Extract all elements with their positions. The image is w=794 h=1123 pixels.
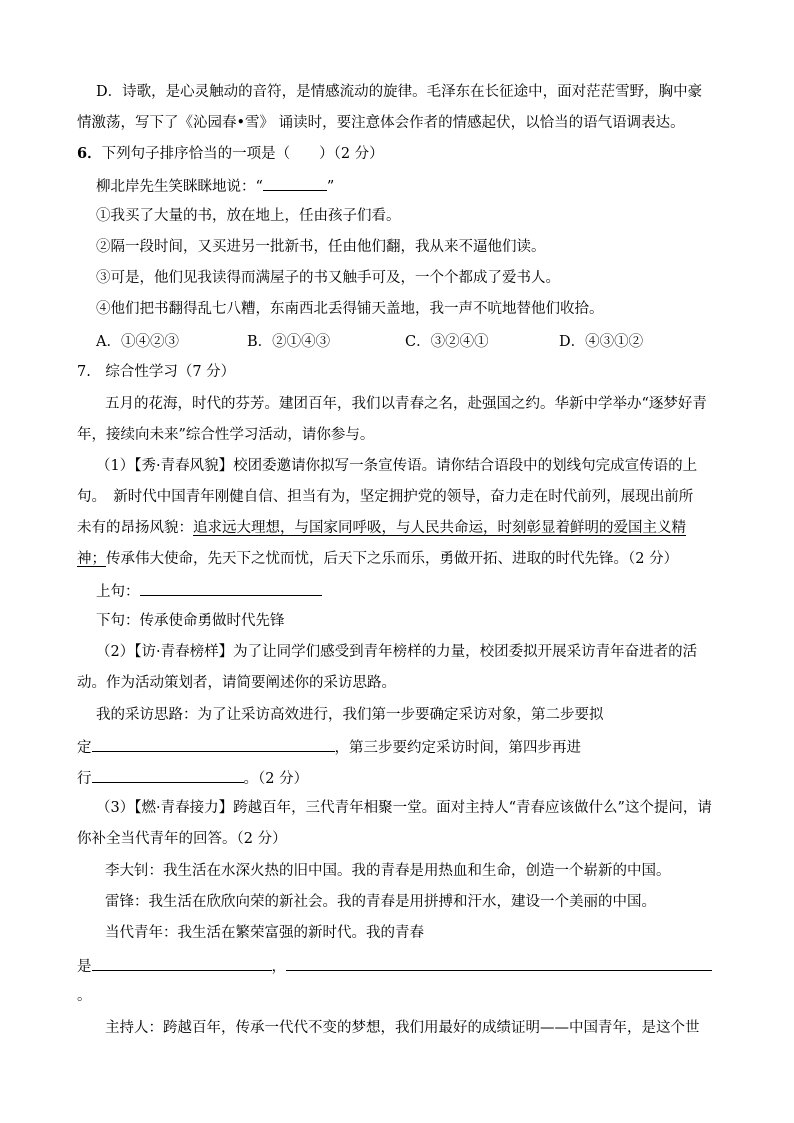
q6-option-b: B．②①④③ — [247, 334, 331, 350]
q7-part1-line1: （1）【秀·青春风貌】校团委邀请你拟写一条宣传语。请你结合语段中的划线句完成宣传语的上 — [96, 458, 698, 474]
q7-part3-answer-end: 。 — [77, 988, 92, 1004]
q7-part2-line4-start: 定 — [77, 740, 92, 756]
q7-part2-line5-end: 。（2 分） — [243, 771, 309, 787]
q7-part3-lei-feng: 雷锋：我生活在欣欣向荣的新社会。我的青春是用拼搏和汗水，建设一个美丽的中国。 — [105, 894, 656, 910]
q6-stem — [77, 144, 384, 164]
q6-sentence-3: ③可是，他们见我读得而满屋子的书又触手可及，一个个都成了爱书人。 — [96, 270, 560, 286]
q7-part1-upper-line — [96, 580, 322, 602]
q5-option-d-line2: 情激荡，写下了《沁园春•雪》 诵读时，要注意体会作者的情感起伏，以恰当的语气语调表达。 — [77, 115, 685, 131]
q7-part3-host: 主持人：跨越百年，传承一代代不变的梦想，我们用最好的成绩证明——中国青年，是这个世 — [105, 1020, 700, 1036]
q7-part2-blank-1[interactable] — [92, 736, 335, 752]
q6-quote-end: ” — [326, 179, 335, 195]
q7-part2-line4 — [77, 736, 581, 758]
q5-option-d-line1: D．诗歌，是心灵触动的音符，是情感流动的旋律。毛泽东在长征途中，面对茫茫雪野，胸中豪 — [96, 84, 703, 100]
q7-part1-underlined-sentence-b: 神； — [77, 551, 106, 567]
q7-intro-line1: 五月的花海，时代的芬芳。建团百年，我们以青春之名，赴强国之约。华新中学举办“逐梦好青 — [105, 396, 707, 412]
q6-quote-blank — [263, 175, 327, 191]
q7-part3-answer-line — [77, 955, 712, 977]
q7-part2-line5-start: 行 — [77, 771, 92, 787]
q7-part2-line2: 动。作为活动策划者，请简要阐述你的采访思路。 — [77, 675, 396, 691]
q6-option-a: A．①④②③ — [96, 334, 179, 350]
q6-option-c: C．③②④① — [405, 334, 489, 350]
q7-part3-li-dazhao: 李大钊：我生活在水深火热的旧中国。我的青春是用热血和生命，创造一个崭新的中国。 — [105, 863, 671, 879]
q7-part1-lower-label: 下句：传承使命勇做时代先锋 — [96, 613, 285, 629]
q7-part1-underlined-sentence-a: 追求远大理想，与国家同呼吸，与人民共命运，时刻彰显着鲜明的爱国主义精 — [193, 520, 686, 536]
q7-part1-line3 — [77, 518, 686, 538]
q7-part3-answer-comma: ， — [271, 959, 286, 975]
q7-part3-answer-start: 是 — [77, 959, 92, 975]
q7-title: 7. 综合性学习（7 分） — [77, 364, 236, 380]
q7-part1-upper-blank[interactable] — [140, 580, 322, 596]
q7-part3-contemporary: 当代青年：我生活在繁荣富强的新时代。我的青春 — [105, 925, 424, 941]
q7-part1-line4-plain: 传承伟大使命，先天下之忧而忧，后天下之乐而乐，勇做开拓、进取的时代先锋。（2 分） — [106, 551, 679, 567]
q7-part1-line4 — [77, 549, 678, 569]
q6-option-d: D．④③①② — [559, 334, 644, 350]
q7-part3-line2: 你补全当代青年的回答。（2 分） — [77, 831, 287, 847]
q7-intro-line2: 年，接续向未来”综合性学习活动，请你参与。 — [77, 427, 375, 443]
q6-number: 6． — [77, 145, 102, 162]
q6-sentence-1: ①我买了大量的书，放在地上，任由孩子们看。 — [96, 208, 401, 224]
q7-part1-line3-plain: 未有的昂扬风貌： — [77, 520, 193, 536]
q7-part2-line5 — [77, 767, 308, 789]
q7-part2-line1: （2）【访·青春榜样】为了让同学们感受到青年榜样的力量，校团委拟开展采访青年奋进者的活 — [96, 644, 698, 660]
q7-part3-line1: （3）【燃·青春接力】跨越百年，三代青年相聚一堂。面对主持人“青春应该做什么”这个提问，请 — [96, 800, 712, 816]
q7-part1-upper-label: 上句： — [96, 584, 140, 600]
q7-part3-blank-1[interactable] — [92, 955, 272, 971]
q6-sentence-2: ②隔一段时间，又买进另一批新书，任由他们翻，我从来不逼他们读。 — [96, 239, 546, 255]
q7-part3-blank-2[interactable] — [286, 955, 712, 971]
q6-stem-text: 下列句子排序恰当的一项是（ ）（2 分） — [101, 146, 384, 162]
q7-part2-blank-2[interactable] — [92, 767, 244, 783]
q6-quote-lead: 柳北岸先生笑眯眯地说：“ — [96, 179, 263, 195]
q7-part2-line4-end: ，第三步要约定采访时间，第四步再进 — [334, 740, 581, 756]
q6-quote-line — [96, 175, 334, 197]
q7-part2-line3: 我的采访思路：为了让采访高效进行，我们第一步要确定采访对象，第二步要拟 — [96, 707, 604, 723]
q6-sentence-4: ④他们把书翻得乱七八糟，东南西北丢得铺天盖地，我一声不吭地替他们收拾。 — [96, 301, 604, 317]
q7-part1-line2: 句。 新时代中国青年刚健自信、担当有为，坚定拥护党的领导，奋力走在时代前列，展现出前所 — [77, 489, 694, 505]
